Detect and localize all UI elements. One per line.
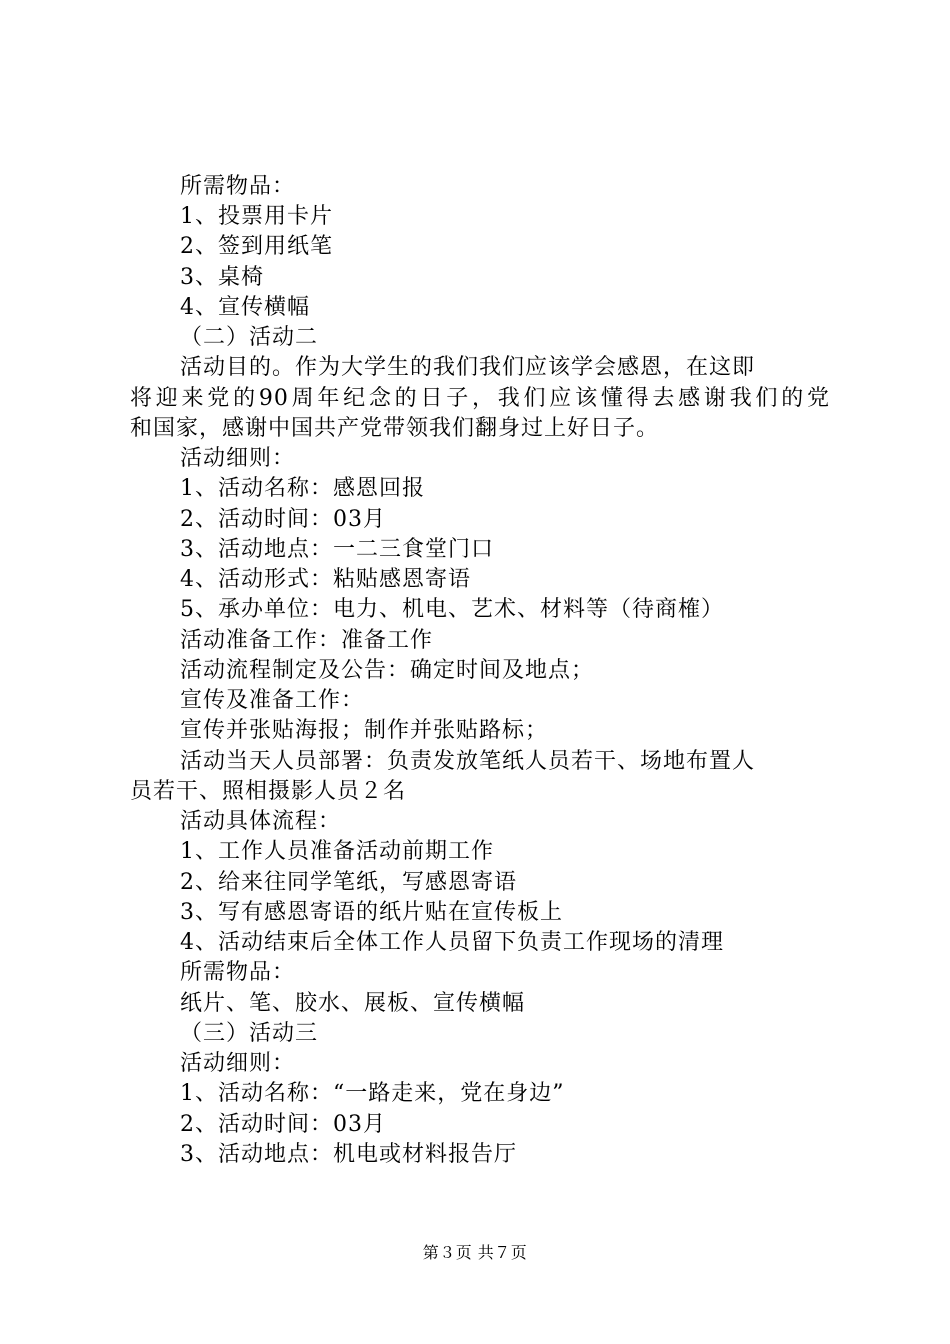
- list-item: 2、活动时间：03月: [180, 1112, 386, 1137]
- list-item: 4、活动形式：粘贴感恩寄语: [180, 567, 471, 592]
- paragraph-line: 活动流程制定及公告：确定时间及地点；: [180, 658, 595, 683]
- paragraph-line: 宣传并张贴海报；制作并张贴路标；: [180, 718, 549, 743]
- list-item: 4、活动结束后全体工作人员留下负责工作现场的清理: [180, 930, 724, 955]
- heading-process: 活动具体流程：: [180, 809, 342, 834]
- paragraph-line: 活动当天人员部署：负责发放笔纸人员若干、场地布置人: [180, 749, 756, 774]
- page-number-footer: 第３页 共７页: [422, 1243, 528, 1262]
- section-heading-activity-2: （二）活动二: [180, 325, 319, 350]
- paragraph-line: 将迎来党的90周年纪念的日子，我们应该懂得去感谢我们的党: [130, 386, 830, 411]
- paragraph-line: 活动准备工作：准备工作: [180, 628, 434, 653]
- heading-supplies: 所需物品：: [180, 960, 296, 985]
- list-item: 1、投票用卡片: [180, 204, 333, 229]
- list-item: 2、活动时间：03月: [180, 507, 386, 532]
- list-item: 4、宣传横幅: [180, 295, 310, 320]
- paragraph-line: 宣传及准备工作：: [180, 688, 365, 713]
- heading-details: 活动细则：: [180, 446, 296, 471]
- list-item: 2、签到用纸笔: [180, 234, 333, 259]
- list-item: 3、桌椅: [180, 265, 264, 290]
- list-item: 1、活动名称：感恩回报: [180, 476, 425, 501]
- paragraph-line: 活动目的。作为大学生的我们我们应该学会感恩，在这即: [180, 355, 756, 380]
- list-item: 1、活动名称：“一路走来，党在身边”: [180, 1081, 565, 1106]
- heading-supplies: 所需物品：: [180, 174, 296, 199]
- list-item: 2、给来往同学笔纸，写感恩寄语: [180, 870, 517, 895]
- list-item: 3、写有感恩寄语的纸片贴在宣传板上: [180, 900, 563, 925]
- heading-details: 活动细则：: [180, 1051, 296, 1076]
- list-item: 5、承办单位：电力、机电、艺术、材料等（待商榷）: [180, 597, 724, 622]
- paragraph-line: 员若干、照相摄影人员２名: [130, 779, 407, 804]
- paragraph-line: 纸片、笔、胶水、展板、宣传横幅: [180, 991, 526, 1016]
- list-item: 1、工作人员准备活动前期工作: [180, 839, 494, 864]
- list-item: 3、活动地点：一二三食堂门口: [180, 537, 494, 562]
- list-item: 3、活动地点：机电或材料报告厅: [180, 1142, 517, 1167]
- section-heading-activity-3: （三）活动三: [180, 1021, 319, 1046]
- paragraph-line: 和国家，感谢中国共产党带领我们翻身过上好日子。: [130, 416, 660, 441]
